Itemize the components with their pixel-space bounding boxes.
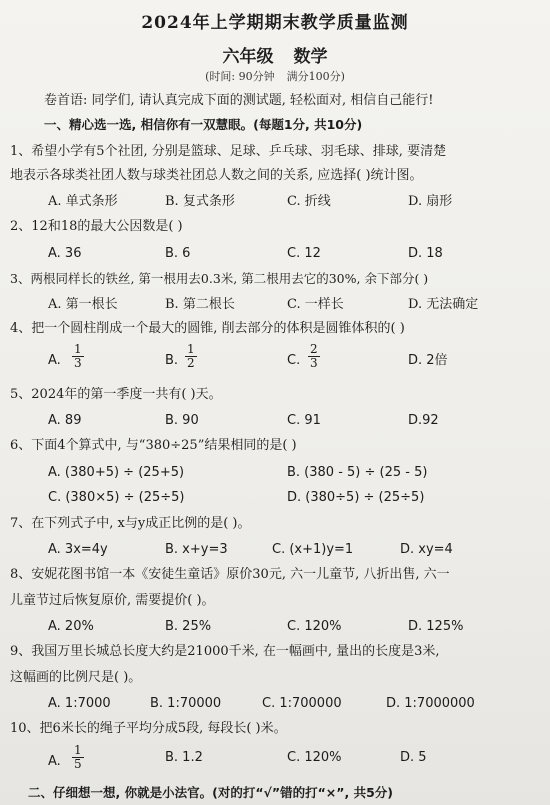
q9-stem-line1: 9、我国万里长城总长度大约是21000千米, 在一幅画中, 量出的长度是3米, xyxy=(10,644,440,659)
q7-option-b: B. x+y=3 xyxy=(165,542,228,557)
q8-option-d: D. 125% xyxy=(408,619,464,634)
q9-option-a: A. 1:7000 xyxy=(48,696,111,711)
time-limit: (时间: 90分钟 xyxy=(205,70,275,83)
q6-option-d: D. (380÷5) ÷ (25÷5) xyxy=(287,490,425,505)
fraction-denominator: 3 xyxy=(310,356,318,370)
fraction-denominator: 2 xyxy=(187,356,195,370)
q10-option-a-fraction xyxy=(72,744,84,771)
q9-option-b: B. 1:70000 xyxy=(150,696,222,711)
q2-option-c: C. 12 xyxy=(287,246,321,261)
q5-stem: 5、2024年的第一季度一共有( )天。 xyxy=(10,387,222,402)
q7-option-a: A. 3x=4y xyxy=(48,542,108,557)
section2-title: 二、仔细想一想, 你就是小法官。(对的打“√”错的打“×”, 共5分) xyxy=(28,785,393,800)
q2-option-d: D. 18 xyxy=(408,246,443,261)
fraction-numerator: 1 xyxy=(187,342,195,356)
q2-option-b: B. 6 xyxy=(165,246,191,261)
q9-option-c: C. 1:700000 xyxy=(262,696,342,711)
q6-option-c: C. (380×5) ÷ (25÷5) xyxy=(48,490,185,505)
fraction-denominator: 3 xyxy=(74,356,82,370)
q10-option-b: B. 1.2 xyxy=(165,750,203,765)
exam-meta xyxy=(0,68,550,84)
q4-option-c-label: C. xyxy=(287,353,301,368)
q6-option-b: B. (380 - 5) ÷ (25 - 5) xyxy=(287,465,428,480)
q6-stem: 6、下面4个算式中, 与“380÷25”结果相同的是( ) xyxy=(10,438,297,453)
q5-option-a: A. 89 xyxy=(48,413,82,428)
q3-option-b: B. 第二根长 xyxy=(165,297,235,312)
q8-stem-line1: 8、安妮花图书馆一本《安徒生童话》原价30元, 六一儿童节, 八折出售, 六一 xyxy=(10,567,450,582)
subject-label: 数学 xyxy=(293,47,328,67)
fraction-denominator: 5 xyxy=(74,757,82,771)
q8-stem-line2: 儿童节过后恢复原价, 需要提价( )。 xyxy=(10,593,215,608)
q1-option-a: A. 单式条形 xyxy=(48,194,118,209)
q1-stem-line2: 地表示各球类社团人数与球类社团总人数之间的关系, 应选择( )统计图。 xyxy=(10,168,423,183)
q3-option-a: A. 第一根长 xyxy=(48,297,118,312)
fraction-numerator: 1 xyxy=(74,743,82,757)
q1-option-d: D. 扇形 xyxy=(408,194,453,209)
q1-option-c: C. 折线 xyxy=(287,194,331,209)
fraction-numerator: 1 xyxy=(74,342,82,356)
preface: 卷首语: 同学们, 请认真完成下面的测试题, 轻松面对, 相信自己能行! xyxy=(44,93,434,108)
q9-option-d: D. 1:7000000 xyxy=(386,696,475,711)
q10-option-c: C. 120% xyxy=(287,750,342,765)
q1-option-b: B. 复式条形 xyxy=(165,194,235,209)
grade-label: 六年级 xyxy=(222,47,274,67)
q4-option-c-fraction xyxy=(308,343,320,370)
q8-option-a: A. 20% xyxy=(48,619,94,634)
q10-option-d: D. 5 xyxy=(400,750,427,765)
q4-option-b-label: B. xyxy=(165,353,179,368)
fraction-numerator: 2 xyxy=(310,342,318,356)
q9-stem-line2: 这幅画的比例尺是( )。 xyxy=(10,670,142,685)
q3-option-c: C. 一样长 xyxy=(287,297,344,312)
exam-subtitle xyxy=(0,42,550,67)
exam-title: 2024年上学期期末教学质量监测 xyxy=(141,13,409,33)
q4-option-b-fraction xyxy=(185,343,197,370)
q4-option-a-fraction xyxy=(72,343,84,370)
q7-option-c: C. (x+1)y=1 xyxy=(272,542,354,557)
q4-option-d: D. 2倍 xyxy=(408,353,448,368)
q7-stem: 7、在下列式子中, x与y成正比例的是( )。 xyxy=(10,516,251,531)
q3-stem: 3、两根同样长的铁丝, 第一根用去0.3米, 第二根用去它的30%, 余下部分( ) xyxy=(10,271,429,286)
q5-option-d: D.92 xyxy=(408,413,439,428)
q10-stem: 10、把6米长的绳子平均分成5段, 每段长( )米。 xyxy=(10,721,287,736)
q8-option-c: C. 120% xyxy=(287,619,342,634)
q8-option-b: B. 25% xyxy=(165,619,212,634)
q2-stem: 2、12和18的最大公因数是( ) xyxy=(10,219,183,234)
q3-option-d: D. 无法确定 xyxy=(408,297,479,312)
q10-option-a-label: A. xyxy=(48,754,61,769)
q7-option-d: D. xy=4 xyxy=(400,542,453,557)
q4-option-a-label: A. xyxy=(48,353,61,368)
q6-option-a: A. (380+5) ÷ (25+5) xyxy=(48,465,185,480)
q4-stem: 4、把一个圆柱削成一个最大的圆锥, 削去部分的体积是圆锥体积的( ) xyxy=(10,321,405,336)
full-score: 满分100分) xyxy=(286,70,345,83)
q5-option-b: B. 90 xyxy=(165,413,199,428)
q5-option-c: C. 91 xyxy=(287,413,321,428)
q1-stem-line1: 1、希望小学有5个社团, 分别是篮球、足球、乒乓球、羽毛球、排球, 要清楚 xyxy=(10,144,447,159)
section1-title: 一、精心选一选, 相信你有一双慧眼。(每题1分, 共10分) xyxy=(44,117,363,132)
q2-option-a: A. 36 xyxy=(48,246,82,261)
